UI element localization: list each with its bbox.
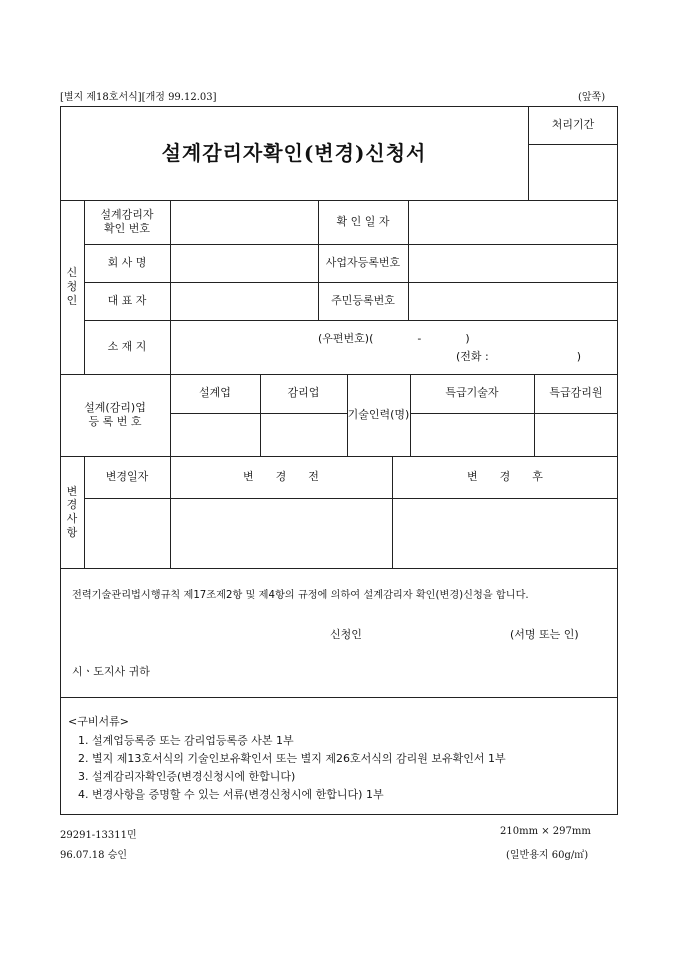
technical-staff-header: 기술인력(명) bbox=[347, 407, 410, 421]
postal-code-text: (우편번호)( - ) bbox=[318, 332, 470, 345]
change-label-char: 항 bbox=[66, 525, 78, 539]
address-label: 소 재 지 bbox=[107, 339, 147, 353]
applicant-label-char: 신 bbox=[66, 266, 78, 280]
registration-number-label bbox=[60, 374, 170, 456]
document-item: 1. 설계업등록증 또는 감리업등록증 사본 1부 bbox=[78, 734, 294, 747]
applicant-sign-label: 신청인 bbox=[330, 628, 362, 641]
document-item: 4. 변경사항을 증명할 수 있는 서류(변경신청시에 한합니다) 1부 bbox=[78, 788, 384, 801]
confirm-number-label bbox=[84, 200, 170, 244]
company-name-label: 회 사 명 bbox=[107, 255, 147, 269]
form-code: 29291-13311민 bbox=[60, 830, 137, 841]
document-item: 3. 설계감리자확인증(변경신청시에 한합니다) bbox=[78, 770, 296, 783]
confirm-number-field[interactable] bbox=[171, 201, 317, 243]
after-change-field[interactable] bbox=[393, 499, 617, 567]
representative-field[interactable] bbox=[171, 283, 317, 319]
before-change-header: 변 경 전 bbox=[243, 469, 319, 483]
change-label-char: 경 bbox=[66, 498, 78, 512]
business-registration-field[interactable] bbox=[409, 245, 617, 281]
before-change-field[interactable] bbox=[171, 499, 391, 567]
company-name-field[interactable] bbox=[171, 245, 317, 281]
paper-size: 210mm × 297mm bbox=[500, 826, 591, 837]
registration-label-line: 등 록 번 호 bbox=[88, 415, 142, 428]
confirm-date-field[interactable] bbox=[409, 201, 617, 243]
registration-label-line: 설계(감리)업 bbox=[84, 401, 146, 415]
page-side-label: (앞쪽) bbox=[578, 92, 606, 103]
document-item: 2. 별지 제13호서식의 기술인보유확인서 또는 별지 제26호서식의 감리원 보유확인서 1부 bbox=[78, 752, 506, 765]
confirm-number-label-line: 확인 번호 bbox=[103, 222, 150, 235]
confirm-number-label-line: 설계감리자 bbox=[100, 208, 154, 222]
processing-period-label: 처리기간 bbox=[551, 117, 595, 131]
special-supervisor-field[interactable] bbox=[535, 414, 617, 455]
design-business-header: 설계업 bbox=[199, 386, 231, 400]
signature-field[interactable] bbox=[378, 620, 502, 644]
after-change-header: 변 경 후 bbox=[467, 469, 543, 483]
approval-date: 96.07.18 승인 bbox=[60, 850, 128, 861]
paper-type: (일반용지 60g/㎡) bbox=[506, 850, 589, 861]
special-engineer-field[interactable] bbox=[411, 414, 533, 455]
processing-period-field[interactable] bbox=[529, 145, 617, 199]
special-engineer-header: 특급기술자 bbox=[445, 386, 499, 400]
applicant-label-char: 청 bbox=[66, 280, 78, 294]
design-business-field[interactable] bbox=[171, 414, 259, 455]
form-number: [별지 제18호서식][개정 99.12.03] bbox=[60, 92, 217, 103]
signature-note: (서명 또는 인) bbox=[510, 628, 579, 641]
supervision-business-field[interactable] bbox=[261, 414, 346, 455]
special-supervisor-header: 특급감리원 bbox=[549, 386, 603, 400]
phone-text: (전화 : ) bbox=[456, 350, 582, 363]
applicant-label-char: 인 bbox=[66, 293, 78, 307]
application-statement: 전력기술관리법시행규칙 제17조제2항 및 제4항의 규정에 의하여 설계감리자 확인(변경)신청을 합니다. bbox=[72, 590, 529, 601]
address-field[interactable] bbox=[171, 321, 617, 373]
change-section-label bbox=[60, 456, 84, 568]
resident-number-field[interactable] bbox=[409, 283, 617, 319]
addressee: 시ㆍ도지사 귀하 bbox=[72, 665, 150, 678]
applicant-section-label bbox=[60, 200, 84, 374]
business-registration-label: 사업자등록번호 bbox=[325, 255, 401, 269]
supervision-business-header: 감리업 bbox=[287, 386, 320, 400]
change-date-header: 변경일자 bbox=[105, 469, 149, 483]
confirm-date-label: 확 인 일 자 bbox=[336, 214, 390, 228]
resident-number-label: 주민등록번호 bbox=[331, 293, 395, 307]
required-documents-heading: <구비서류> bbox=[68, 715, 129, 728]
change-label-char: 사 bbox=[66, 512, 78, 525]
change-date-field[interactable] bbox=[85, 499, 169, 567]
form-title: 설계감리자확인(변경)신청서 bbox=[161, 141, 427, 165]
change-label-char: 변 bbox=[66, 484, 78, 498]
representative-label: 대 표 자 bbox=[107, 293, 147, 307]
